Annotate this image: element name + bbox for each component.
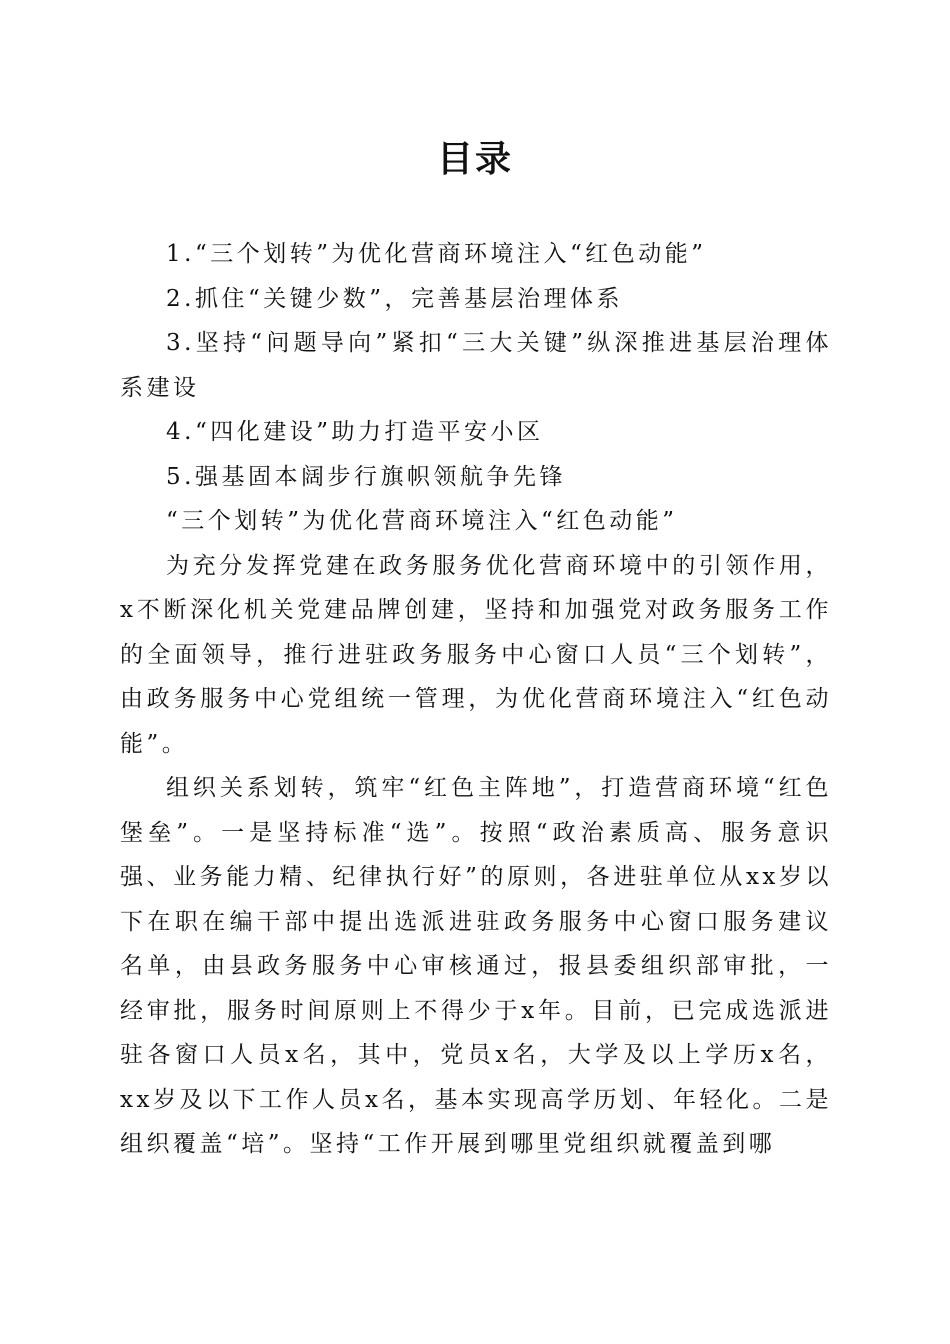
section-heading: “三个划转”为优化营商环境注入“红色动能” (166, 508, 678, 534)
document-body (120, 232, 832, 1167)
body-paragraph: 组织关系划转，筑牢“红色主阵地”，打造营商环境“红色堡垒”。一是坚持标准“选”。按照“政治素质高、服务意识强、业务能力精、纪律执行好”的原则，各进驻单位从xx岁以下在职在编干部中提出选派进驻政务服务中心窗口服务建议名单，由县政务服务中心审核通过，报县委组织部审批，一经审批，服务时间原则上不得少于x年。目前，已完成选派进驻各窗口人员x名，其中，党员x名，大学及以上学历x名，xx岁及以下工作人员x名，基本实现高学历划、年轻化。二是组织覆盖“培”。坚持“工作开展到哪里党组织就覆盖到哪 (120, 775, 832, 1157)
body-paragraph: 为充分发挥党建在政务服务优化营商环境中的引领作用，x不断深化机关党建品牌创建，坚持和加强党对政务服务工作的全面领导，推行进驻政务服务中心窗口人员“三个划转”，由政务服务中心党组统一管理，为优化营商环境注入“红色动能”。 (120, 552, 832, 757)
toc-item-5: 5.强基固本阔步行旗帜领航争先锋 (166, 463, 566, 490)
toc-item-1: 1.“三个划转”为优化营商环境注入“红色动能” (166, 241, 707, 267)
toc-item-3: 3.坚持“问题导向”紧扣“三大关键”纵深推进基层治理体系建设 (120, 330, 832, 401)
toc-item-2: 2.抓住“关键少数”，完善基层治理体系 (166, 285, 623, 312)
toc-item-4: 4.“四化建设”助力打造平安小区 (166, 419, 544, 445)
document-title: 目录 (436, 138, 513, 180)
